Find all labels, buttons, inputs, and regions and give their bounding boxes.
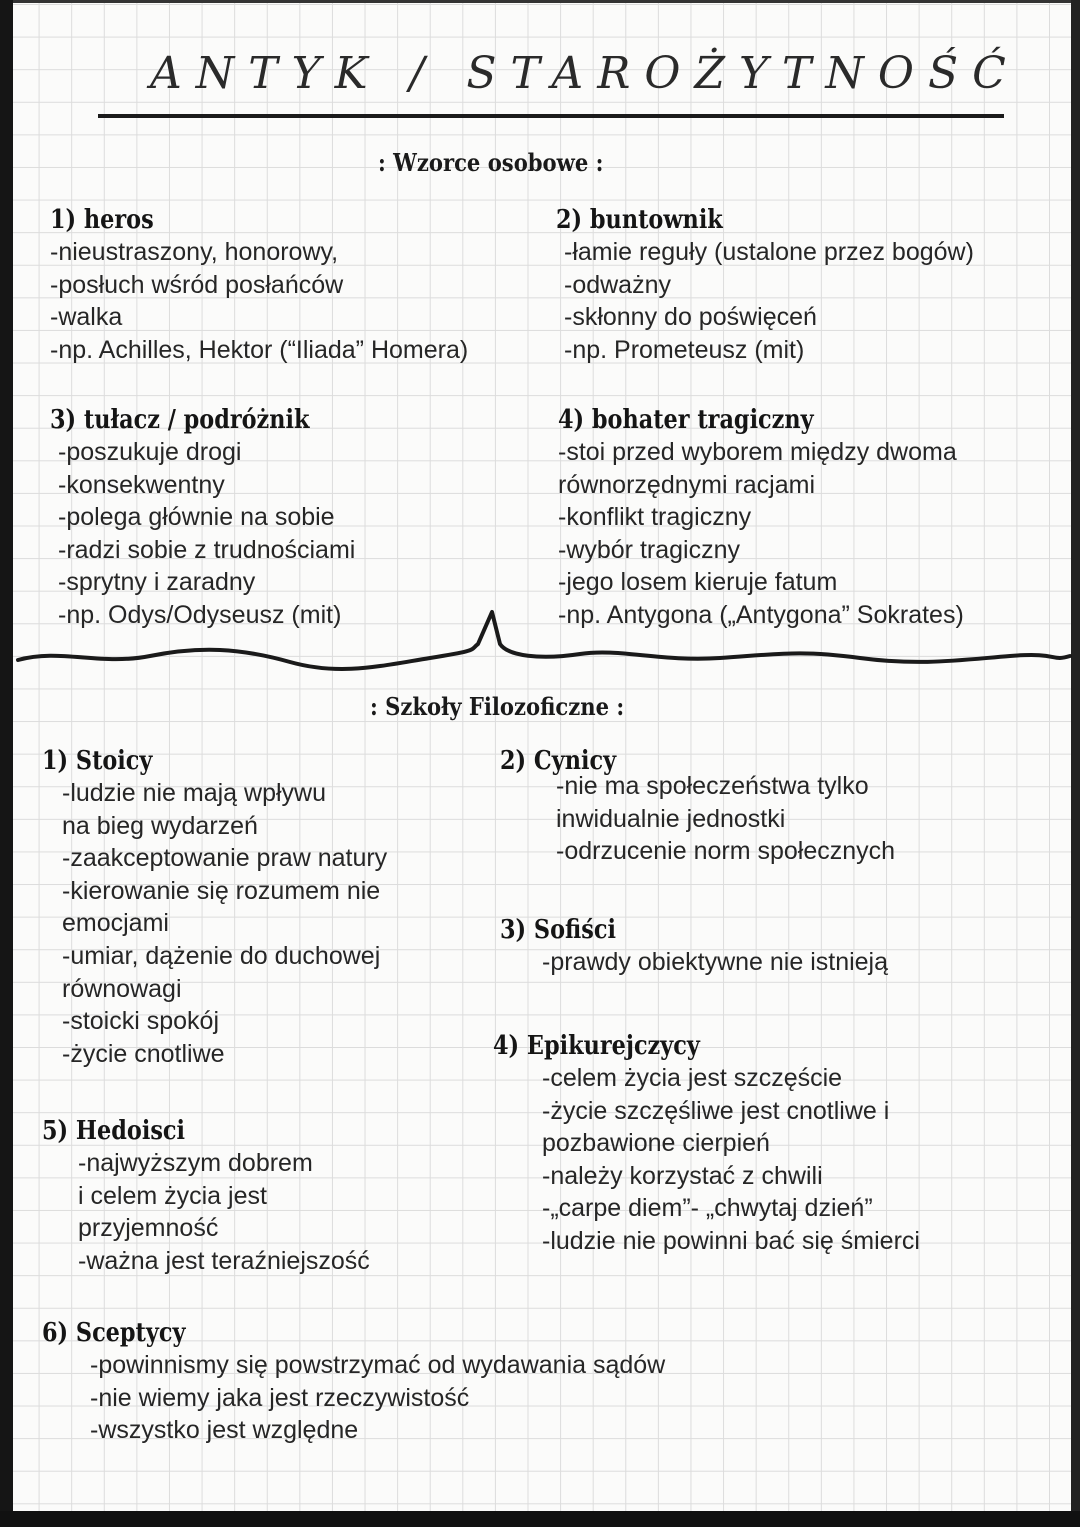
- list-item: -np. Antygona („Antygona” Sokrates): [558, 600, 964, 629]
- scan-edge-right: [1071, 0, 1080, 1527]
- list-item: -sprytny i zaradny: [58, 568, 256, 597]
- list-item: -należy korzystać z chwili: [542, 1161, 823, 1190]
- block-cynicy: [500, 746, 895, 868]
- block-hedoisci: [42, 1116, 370, 1277]
- list-item: i celem życia jest: [78, 1181, 267, 1210]
- list-item: -umiar, dążenie do duchowej: [62, 941, 381, 970]
- list-item: -nie ma społeczeństwa tylko: [556, 772, 869, 800]
- list-item: -np. Prometeusz (mit): [564, 335, 805, 364]
- list-item: -nieustraszony, honorowy,: [50, 238, 339, 266]
- list-item: -odważny: [564, 270, 671, 299]
- list-item: pozbawione cierpień: [542, 1129, 770, 1158]
- list-item: równorzędnymi racjami: [558, 470, 816, 499]
- block-heading: 1) Stoicy: [42, 746, 153, 776]
- page-title: ANTYK / STAROŻYTNOŚĆ: [150, 48, 1020, 99]
- block-heros: [50, 205, 468, 366]
- list-item: -np. Odys/Odyseusz (mit): [58, 600, 342, 629]
- list-item: -konsekwentny: [58, 470, 225, 499]
- scan-edge-bottom: [0, 1511, 1080, 1527]
- block-heading: 4) Epikurejczycy: [493, 1031, 700, 1061]
- block-heading: 3) Sofiści: [500, 915, 616, 945]
- list-item: -poszukuje drogi: [58, 438, 242, 466]
- block-heading: 5) Hedoisci: [42, 1116, 186, 1146]
- list-item: -„carpe diem”- „chwytaj dzień”: [542, 1194, 873, 1223]
- list-item: -jego losem kieruje fatum: [558, 568, 838, 597]
- list-item: -najwyższym dobrem: [78, 1149, 313, 1177]
- list-item: przyjemność: [78, 1214, 219, 1243]
- block-heading: 1) heros: [50, 205, 154, 235]
- list-item: -powinnismy się powstrzymać od wydawania sądów: [90, 1351, 666, 1379]
- list-item: -skłonny do poświęceń: [564, 303, 817, 332]
- list-item: -stoicki spokój: [62, 1007, 219, 1036]
- list-item: -walka: [50, 303, 123, 332]
- list-item: -zaakceptowanie praw natury: [62, 844, 388, 873]
- list-item: -ludzie nie mają wpływu: [62, 779, 327, 807]
- list-item: -stoi przed wyborem między dwoma: [558, 438, 957, 466]
- block-heading: 2) buntownik: [556, 205, 723, 235]
- title-underline: [98, 114, 1004, 118]
- block-sceptycy: [42, 1318, 665, 1447]
- list-item: -odrzucenie norm społecznych: [556, 837, 896, 866]
- list-item: na bieg wydarzeń: [62, 811, 258, 840]
- block-stoicy: [42, 746, 387, 1070]
- list-item: -np. Achilles, Hektor (“Iliada” Homera): [50, 335, 469, 364]
- list-item: -celem życia jest szczęście: [542, 1064, 843, 1092]
- list-item: -wybór tragiczny: [558, 535, 740, 564]
- block-sofisci: [500, 915, 888, 979]
- list-item: -kierowanie się rozumem nie: [62, 876, 381, 905]
- block-heading: 2) Cynicy: [500, 746, 617, 776]
- wavy-divider: [0, 600, 1080, 680]
- list-item: -życie cnotliwe: [62, 1039, 225, 1068]
- list-item: -posłuch wśród posłańców: [50, 270, 344, 299]
- list-item: -prawdy obiektywne nie istnieją: [542, 948, 889, 976]
- list-item: -konflikt tragiczny: [558, 503, 752, 532]
- list-item: -łamie reguły (ustalone przez bogów): [564, 238, 974, 266]
- list-item: emocjami: [62, 909, 169, 938]
- scan-edge-top: [0, 0, 1080, 3]
- list-item: inwidualnie jednostki: [556, 804, 786, 833]
- list-item: równowagi: [62, 974, 182, 1003]
- scan-edge-left: [0, 0, 13, 1527]
- list-item: -nie wiemy jaka jest rzeczywistość: [90, 1383, 470, 1412]
- list-item: -radzi sobie z trudnościami: [58, 535, 356, 564]
- block-heading: 3) tułacz / podróżnik: [50, 405, 310, 435]
- list-item: -życie szczęśliwe jest cnotliwe i: [542, 1096, 890, 1125]
- list-item: -polega głównie na sobie: [58, 503, 335, 532]
- block-tulacz: [50, 405, 355, 632]
- list-item: -ważna jest teraźniejszość: [78, 1246, 370, 1275]
- section-heading-wzorce: : Wzorce osobowe :: [378, 148, 604, 177]
- block-buntownik: [556, 205, 974, 366]
- block-heading: 4) bohater tragiczny: [558, 405, 814, 435]
- block-epikurejczycy: [493, 1031, 920, 1258]
- block-heading: 6) Sceptycy: [42, 1318, 186, 1348]
- list-item: -wszystko jest względne: [90, 1416, 359, 1445]
- section-heading-szkoly: : Szkoły Filozoficzne :: [370, 692, 625, 721]
- block-bohater-tragiczny: [558, 405, 964, 632]
- list-item: -ludzie nie powinni bać się śmierci: [542, 1226, 920, 1255]
